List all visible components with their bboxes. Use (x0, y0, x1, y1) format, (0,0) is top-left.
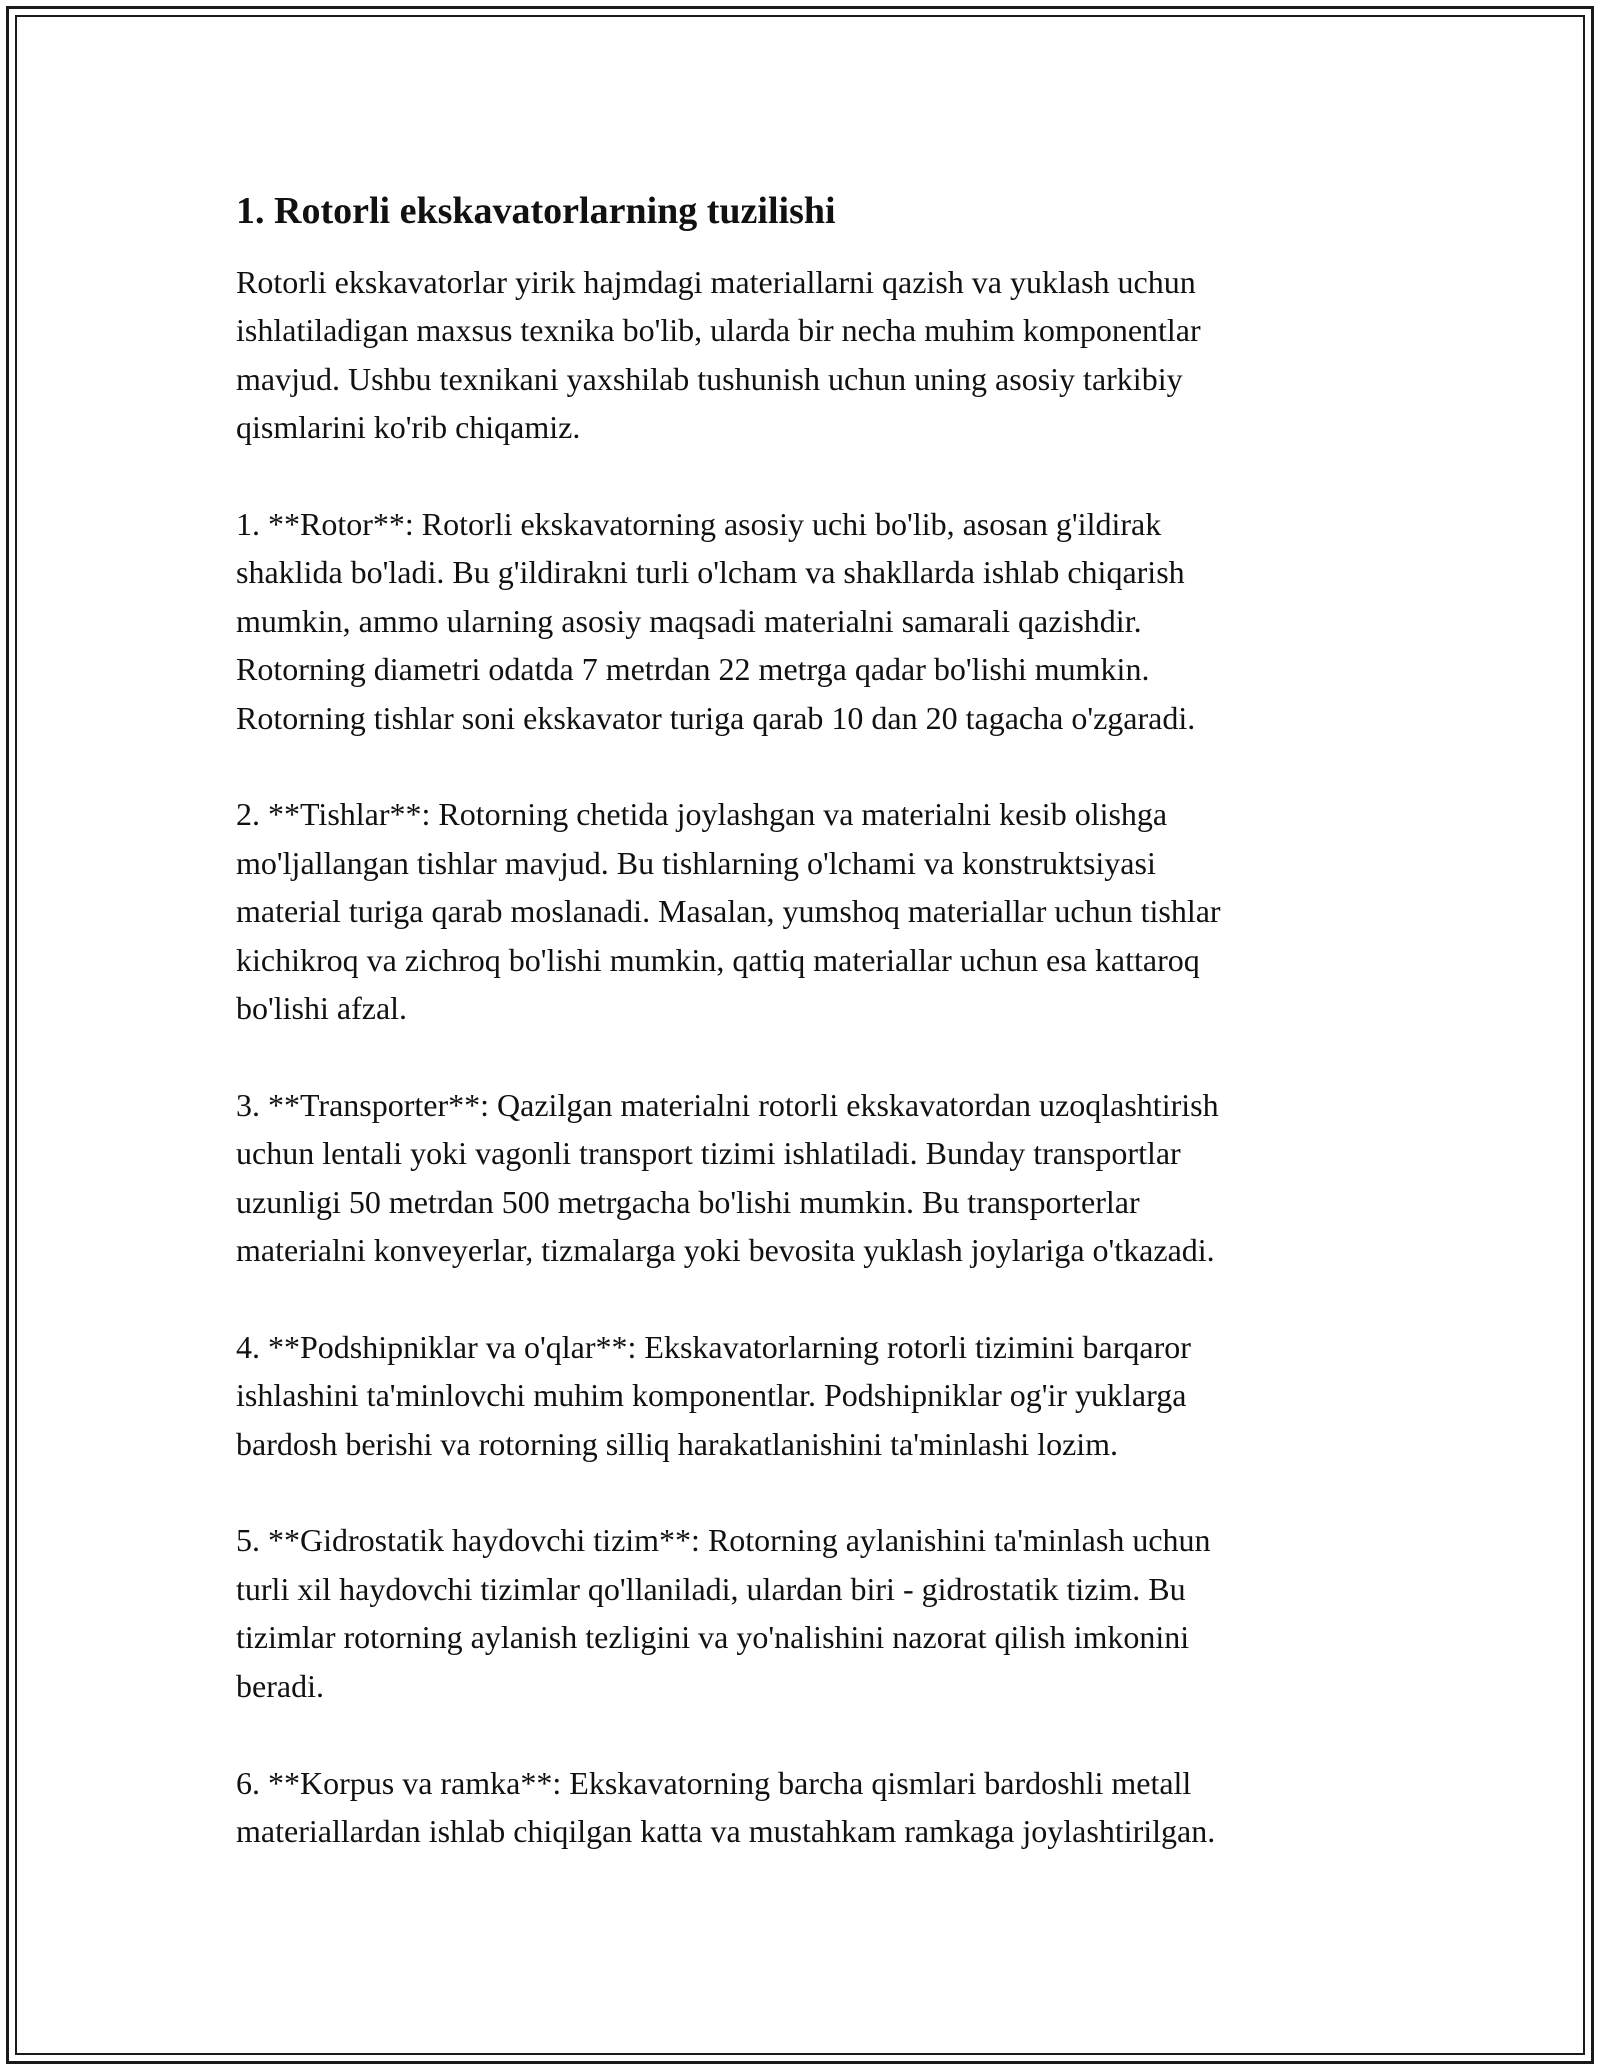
list-item-transporter: 3. **Transporter**: Qazilgan materialni rotorli ekskavatordan uzoqlashtirish uchun lentali yoki vagonli transport tizimi ishlatiladi. Bunday transportlar uzunligi 50 metrdan 500 metrgacha bo'lishi mumkin. Bu transporterlar materialni konveyerlar, tizmalarga yoki bevosita yuklash joylariga o'tkazadi. (236, 1086, 1219, 1269)
list-item-gidrostatik: 5. **Gidrostatik haydovchi tizim**: Rotorning aylanishini ta'minlash uchun turli xil haydovchi tizimlar qo'llaniladi, ulardan biri - gidrostatik tizim. Bu tizimlar rotorning aylanish tezligini va yo'nalishini nazorat qilish imkonini beradi. (236, 1522, 1211, 1704)
document-body (236, 186, 1386, 1904)
list-item-tishlar: 2. **Tishlar**: Rotorning chetida joylashgan va materialni kesib olishga mo'ljallangan tishlar mavjud. Bu tishlarning o'lchami va konstruktsiyasi material turiga qarab moslanadi. Masalan, yumshoq materiallar uchun tishlar kichikroq va zichroq bo'lishi mumkin, qattiq materiallar uchun esa kattaroq bo'lishi afzal. (236, 796, 1221, 1027)
list-item-rotor: 1. **Rotor**: Rotorli ekskavatorning asosiy uchi bo'lib, asosan g'ildirak shaklida bo'ladi. Bu g'ildirakni turli o'lcham va shakllarda ishlab chiqarish mumkin, ammo ularning asosiy maqsadi materialni samarali qazishdir. Rotorning diametri odatda 7 metrdan 22 metrga qadar bo'lishi mumkin. Rotorning tishlar soni ekskavator turiga qarab 10 dan 20 tagacha o'zgaradi. (236, 506, 1196, 736)
list-item-podshipniklar: 4. **Podshipniklar va o'qlar**: Ekskavatorlarning rotorli tizimini barqaror ishlashini ta'minlovchi muhim komponentlar. Podshipniklar og'ir yuklarga bardosh berishi va rotorning silliq harakatlanishini ta'minlashi lozim. (236, 1328, 1191, 1462)
intro-paragraph: Rotorli ekskavatorlar yirik hajmdagi materiallarni qazish va yuklash uchun ishlatiladigan maxsus texnika bo'lib, ularda bir necha muhim komponentlar mavjud. Ushbu texnikani yaxshilab tushunish uchun uning asosiy tarkibiy qismlarini ko'rib chiqamiz. (236, 264, 1201, 446)
list-item-korpus: 6. **Korpus va ramka**: Ekskavatorning barcha qismlari bardoshli metall materiallardan ishlab chiqilgan katta va mustahkam ramkaga joylashtirilgan. (236, 1764, 1216, 1849)
page-title: 1. Rotorli ekskavatorlarning tuzilishi (236, 190, 836, 232)
